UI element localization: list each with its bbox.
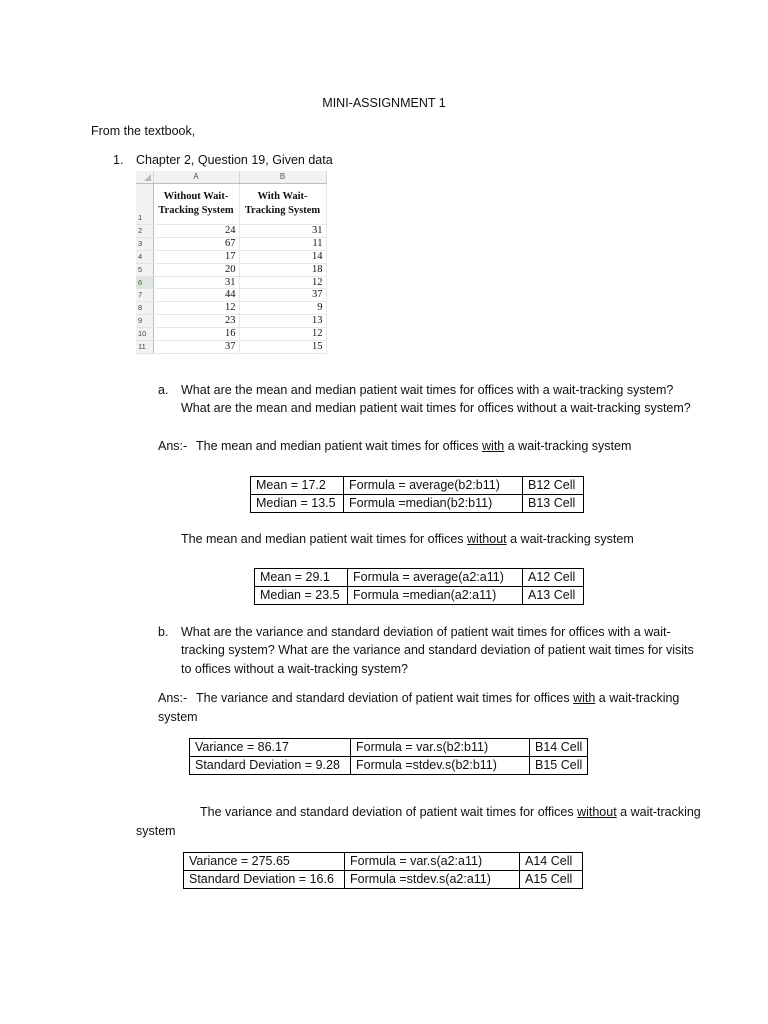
formula-cell: Formula =median(b2:b11) [344, 495, 523, 513]
row-number: 5 [136, 263, 153, 276]
intro-text: From the textbook, [91, 124, 196, 138]
formula-cell: Formula = var.s(a2:a11) [345, 853, 520, 871]
row-number: 4 [136, 250, 153, 263]
table-row [255, 569, 584, 587]
answer-text: a wait-tracking [616, 805, 701, 819]
row-number: 1 [136, 183, 153, 224]
header-line: Tracking System [244, 204, 321, 216]
cell-ref: B12 Cell [523, 477, 584, 495]
stat-cell: Mean = 17.2 [251, 477, 344, 495]
formula-cell: Formula =stdev.s(b2:b11) [351, 757, 530, 775]
cell-ref: A13 Cell [523, 587, 584, 605]
spreadsheet-data [136, 171, 327, 354]
emphasis-with: with [482, 439, 505, 453]
cell-a: 24 [153, 224, 239, 237]
results-table-b-with [189, 738, 588, 775]
header-without-wait [153, 183, 239, 224]
part-b-answer-with [196, 689, 679, 707]
cell-a: 23 [153, 315, 239, 328]
cell-b: 37 [239, 289, 326, 302]
part-a-answer-with [196, 437, 631, 455]
cell-a: 16 [153, 328, 239, 341]
cell-ref: B15 Cell [530, 757, 588, 775]
table-row [136, 250, 326, 263]
cell-b: 13 [239, 315, 326, 328]
answer-text: The variance and standard deviation of patient wait times for offices [200, 805, 578, 819]
answer-text: The variance and standard deviation of patient wait times for offices [196, 691, 574, 705]
table-row [136, 237, 326, 250]
row-number: 2 [136, 224, 153, 237]
table-row [136, 302, 326, 315]
table-row [136, 263, 326, 276]
table-row [136, 328, 326, 341]
cell-b: 14 [239, 250, 326, 263]
cell-ref: A14 Cell [520, 853, 583, 871]
stat-cell: Mean = 29.1 [255, 569, 348, 587]
header-line: Tracking System [158, 204, 234, 216]
stat-cell: Variance = 86.17 [190, 739, 351, 757]
stat-cell: Standard Deviation = 16.6 [184, 871, 345, 889]
row-number: 3 [136, 237, 153, 250]
cell-a: 17 [153, 250, 239, 263]
table-row [136, 315, 326, 328]
stat-cell: Median = 23.5 [255, 587, 348, 605]
row-number: 7 [136, 289, 153, 302]
formula-cell: Formula = average(b2:b11) [344, 477, 523, 495]
column-header-a: A [153, 171, 239, 183]
part-b-question-line-1: What are the variance and standard deviation of patient wait times for offices with a wait- [181, 625, 671, 639]
table-row [136, 224, 326, 237]
row-number: 11 [136, 341, 153, 354]
stat-cell: Median = 13.5 [251, 495, 344, 513]
cell-ref: B13 Cell [523, 495, 584, 513]
formula-cell: Formula = var.s(b2:b11) [351, 739, 530, 757]
part-b-answer-without-line-2: system [136, 824, 176, 838]
cell-a: 12 [153, 302, 239, 315]
table-row [136, 276, 326, 289]
part-b-answer-without [200, 803, 701, 821]
part-b-answer-with-line-2: system [158, 710, 198, 724]
table-row [136, 289, 326, 302]
answer-text: a wait-tracking system [504, 439, 632, 453]
formula-cell: Formula =median(a2:a11) [348, 587, 523, 605]
emphasis-without: without [467, 532, 507, 546]
cell-a: 67 [153, 237, 239, 250]
cell-a: 31 [153, 276, 239, 289]
cell-ref: A15 Cell [520, 871, 583, 889]
page-title: MINI-ASSIGNMENT 1 [322, 96, 446, 110]
row-number: 6 [136, 276, 153, 289]
part-b-answer-label: Ans:- [158, 691, 188, 705]
table-row [251, 495, 584, 513]
part-b-question-line-2: tracking system? What are the variance and standard deviation of patient wait times for visits [181, 643, 694, 657]
cell-b: 12 [239, 328, 326, 341]
cell-a: 37 [153, 341, 239, 354]
formula-cell: Formula =stdev.s(a2:a11) [345, 871, 520, 889]
select-all-corner [136, 171, 153, 183]
part-a-answer-label: Ans:- [158, 439, 188, 453]
cell-b: 11 [239, 237, 326, 250]
cell-ref: A12 Cell [523, 569, 584, 587]
part-b-question-line-3: to offices without a wait-tracking system? [181, 662, 408, 676]
table-row [251, 477, 584, 495]
cell-b: 9 [239, 302, 326, 315]
results-table-a-with [250, 476, 584, 513]
cell-b: 15 [239, 341, 326, 354]
header-line: With Wait- [257, 191, 308, 203]
table-row [184, 853, 583, 871]
cell-b: 18 [239, 263, 326, 276]
cell-a: 20 [153, 263, 239, 276]
emphasis-with: with [573, 691, 596, 705]
results-table-b-without [183, 852, 583, 889]
table-row [190, 739, 588, 757]
stat-cell: Variance = 275.65 [184, 853, 345, 871]
answer-text: a wait-tracking [595, 691, 680, 705]
row-number: 9 [136, 315, 153, 328]
cell-b: 31 [239, 224, 326, 237]
header-line: Without Wait- [163, 191, 229, 203]
part-a-question-line-2: What are the mean and median patient wait times for offices without a wait-tracking system? [181, 401, 691, 415]
results-table-a-without [254, 568, 584, 605]
formula-cell: Formula = average(a2:a11) [348, 569, 523, 587]
table-row [136, 341, 326, 354]
table-row [184, 871, 583, 889]
answer-text: a wait-tracking system [506, 532, 634, 546]
row-number: 10 [136, 328, 153, 341]
stat-cell: Standard Deviation = 9.28 [190, 757, 351, 775]
row-number: 8 [136, 302, 153, 315]
emphasis-without: without [577, 805, 617, 819]
part-a-answer-without [181, 530, 634, 548]
cell-a: 44 [153, 289, 239, 302]
answer-text: The mean and median patient wait times for offices [181, 532, 468, 546]
part-a-label: a. [158, 383, 169, 397]
cell-ref: B14 Cell [530, 739, 588, 757]
answer-text: The mean and median patient wait times for offices [196, 439, 483, 453]
question-1-number: 1. [113, 153, 124, 167]
column-header-b: B [239, 171, 326, 183]
cell-b: 12 [239, 276, 326, 289]
header-with-wait [239, 183, 326, 224]
part-a-question-line-1: What are the mean and median patient wait times for offices with a wait-tracking system? [181, 383, 674, 397]
part-b-label: b. [158, 625, 169, 639]
table-row [255, 587, 584, 605]
table-row [190, 757, 588, 775]
question-1-text: Chapter 2, Question 19, Given data [136, 153, 333, 167]
